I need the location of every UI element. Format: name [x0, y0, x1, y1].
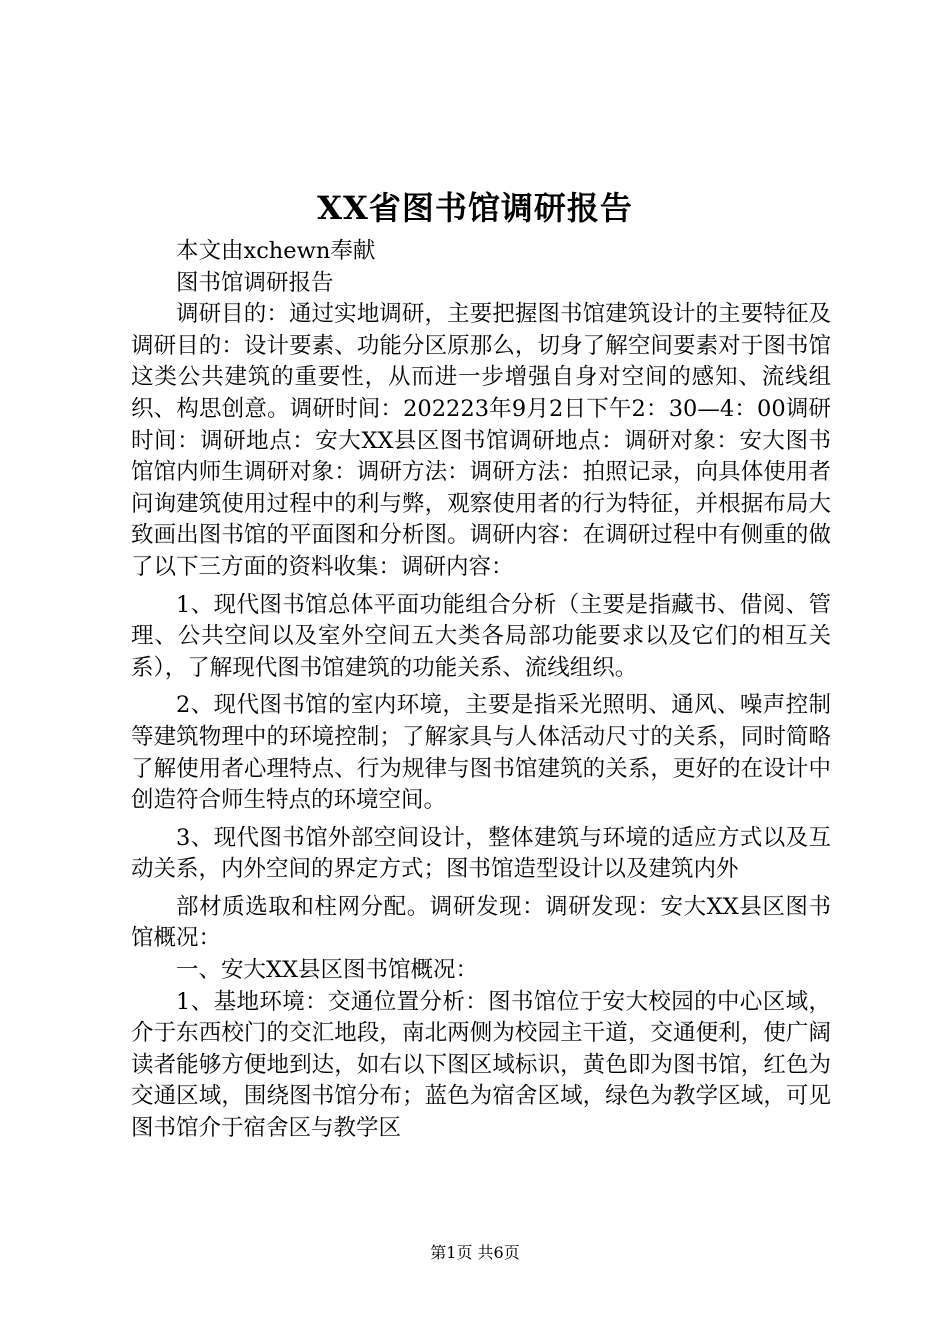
- paragraph-subtitle: 图书馆调研报告: [176, 269, 334, 296]
- paragraph-item-2: 2、现代图书馆的室内环境，主要是指采光照明、通风、噪声控制等建筑物理中的环境控制；了解家具与人体活动尺寸的关系，同时简略了解使用者心理特点、行为规律与图书馆建筑的关系，更好的在设计中创造符合师生特点的环境空间。: [131, 692, 831, 814]
- paragraph-item-3: 3、现代图书馆外部空间设计，整体建筑与环境的适应方式以及互动关系，内外空间的界定方式；图书馆造型设计以及建筑内外: [131, 824, 831, 883]
- page-footer: 第1页 共6页: [430, 1243, 520, 1262]
- document-title: XX省图书馆调研报告: [317, 189, 633, 227]
- paragraph-site-environment: 1、基地环境：交通位置分析：图书馆位于安大校园的中心区域，介于东西校门的交汇地段，南北两侧为校园主干道，交通便利，使广阔读者能够方便地到达，如右以下图区域标识，黄色即为图书馆，红色为交通区域，围绕图书馆分布；蓝色为宿舍区域，绿色为教学区域，可见图书馆介于宿舍区与教学区: [131, 988, 831, 1142]
- paragraph-continuation: 部材质选取和柱网分配。调研发现：调研发现：安大XX县区图书馆概况：: [131, 893, 831, 952]
- paragraph-item-1: 1、现代图书馆总体平面功能组合分析（主要是指藏书、借阅、管理、公共空间以及室外空间五大类各局部功能要求以及它们的相互关系），了解现代图书馆建筑的功能关系、流线组织。: [131, 591, 831, 681]
- document-body: [131, 236, 831, 1145]
- paragraph-source: 本文由xchewn奉献: [176, 238, 376, 264]
- paragraph-purpose: 调研目的：通过实地调研，主要把握图书馆建筑设计的主要特征及调研目的：设计要素、功能分区原那么，切身了解空间要素对于图书馆这类公共建筑的重要性，从而进一步增强自身对空间的感知、流线组织、构思创意。调研时间：202223年9月2日下午2：30—4：00调研时间：调研地点：安大XX县区图书馆调研地点：调研对象：安大图书馆馆内师生调研对象：调研方法：调研方法：拍照记录，向具体使用者问询建筑使用过程中的利与弊，观察使用者的行为特征，并根据布局大致画出图书馆的平面图和分析图。调研内容：在调研过程中有侧重的做了以下三方面的资料收集：调研内容：: [131, 301, 831, 580]
- paragraph-section-heading: 一、安大XX县区图书馆概况：: [176, 957, 479, 984]
